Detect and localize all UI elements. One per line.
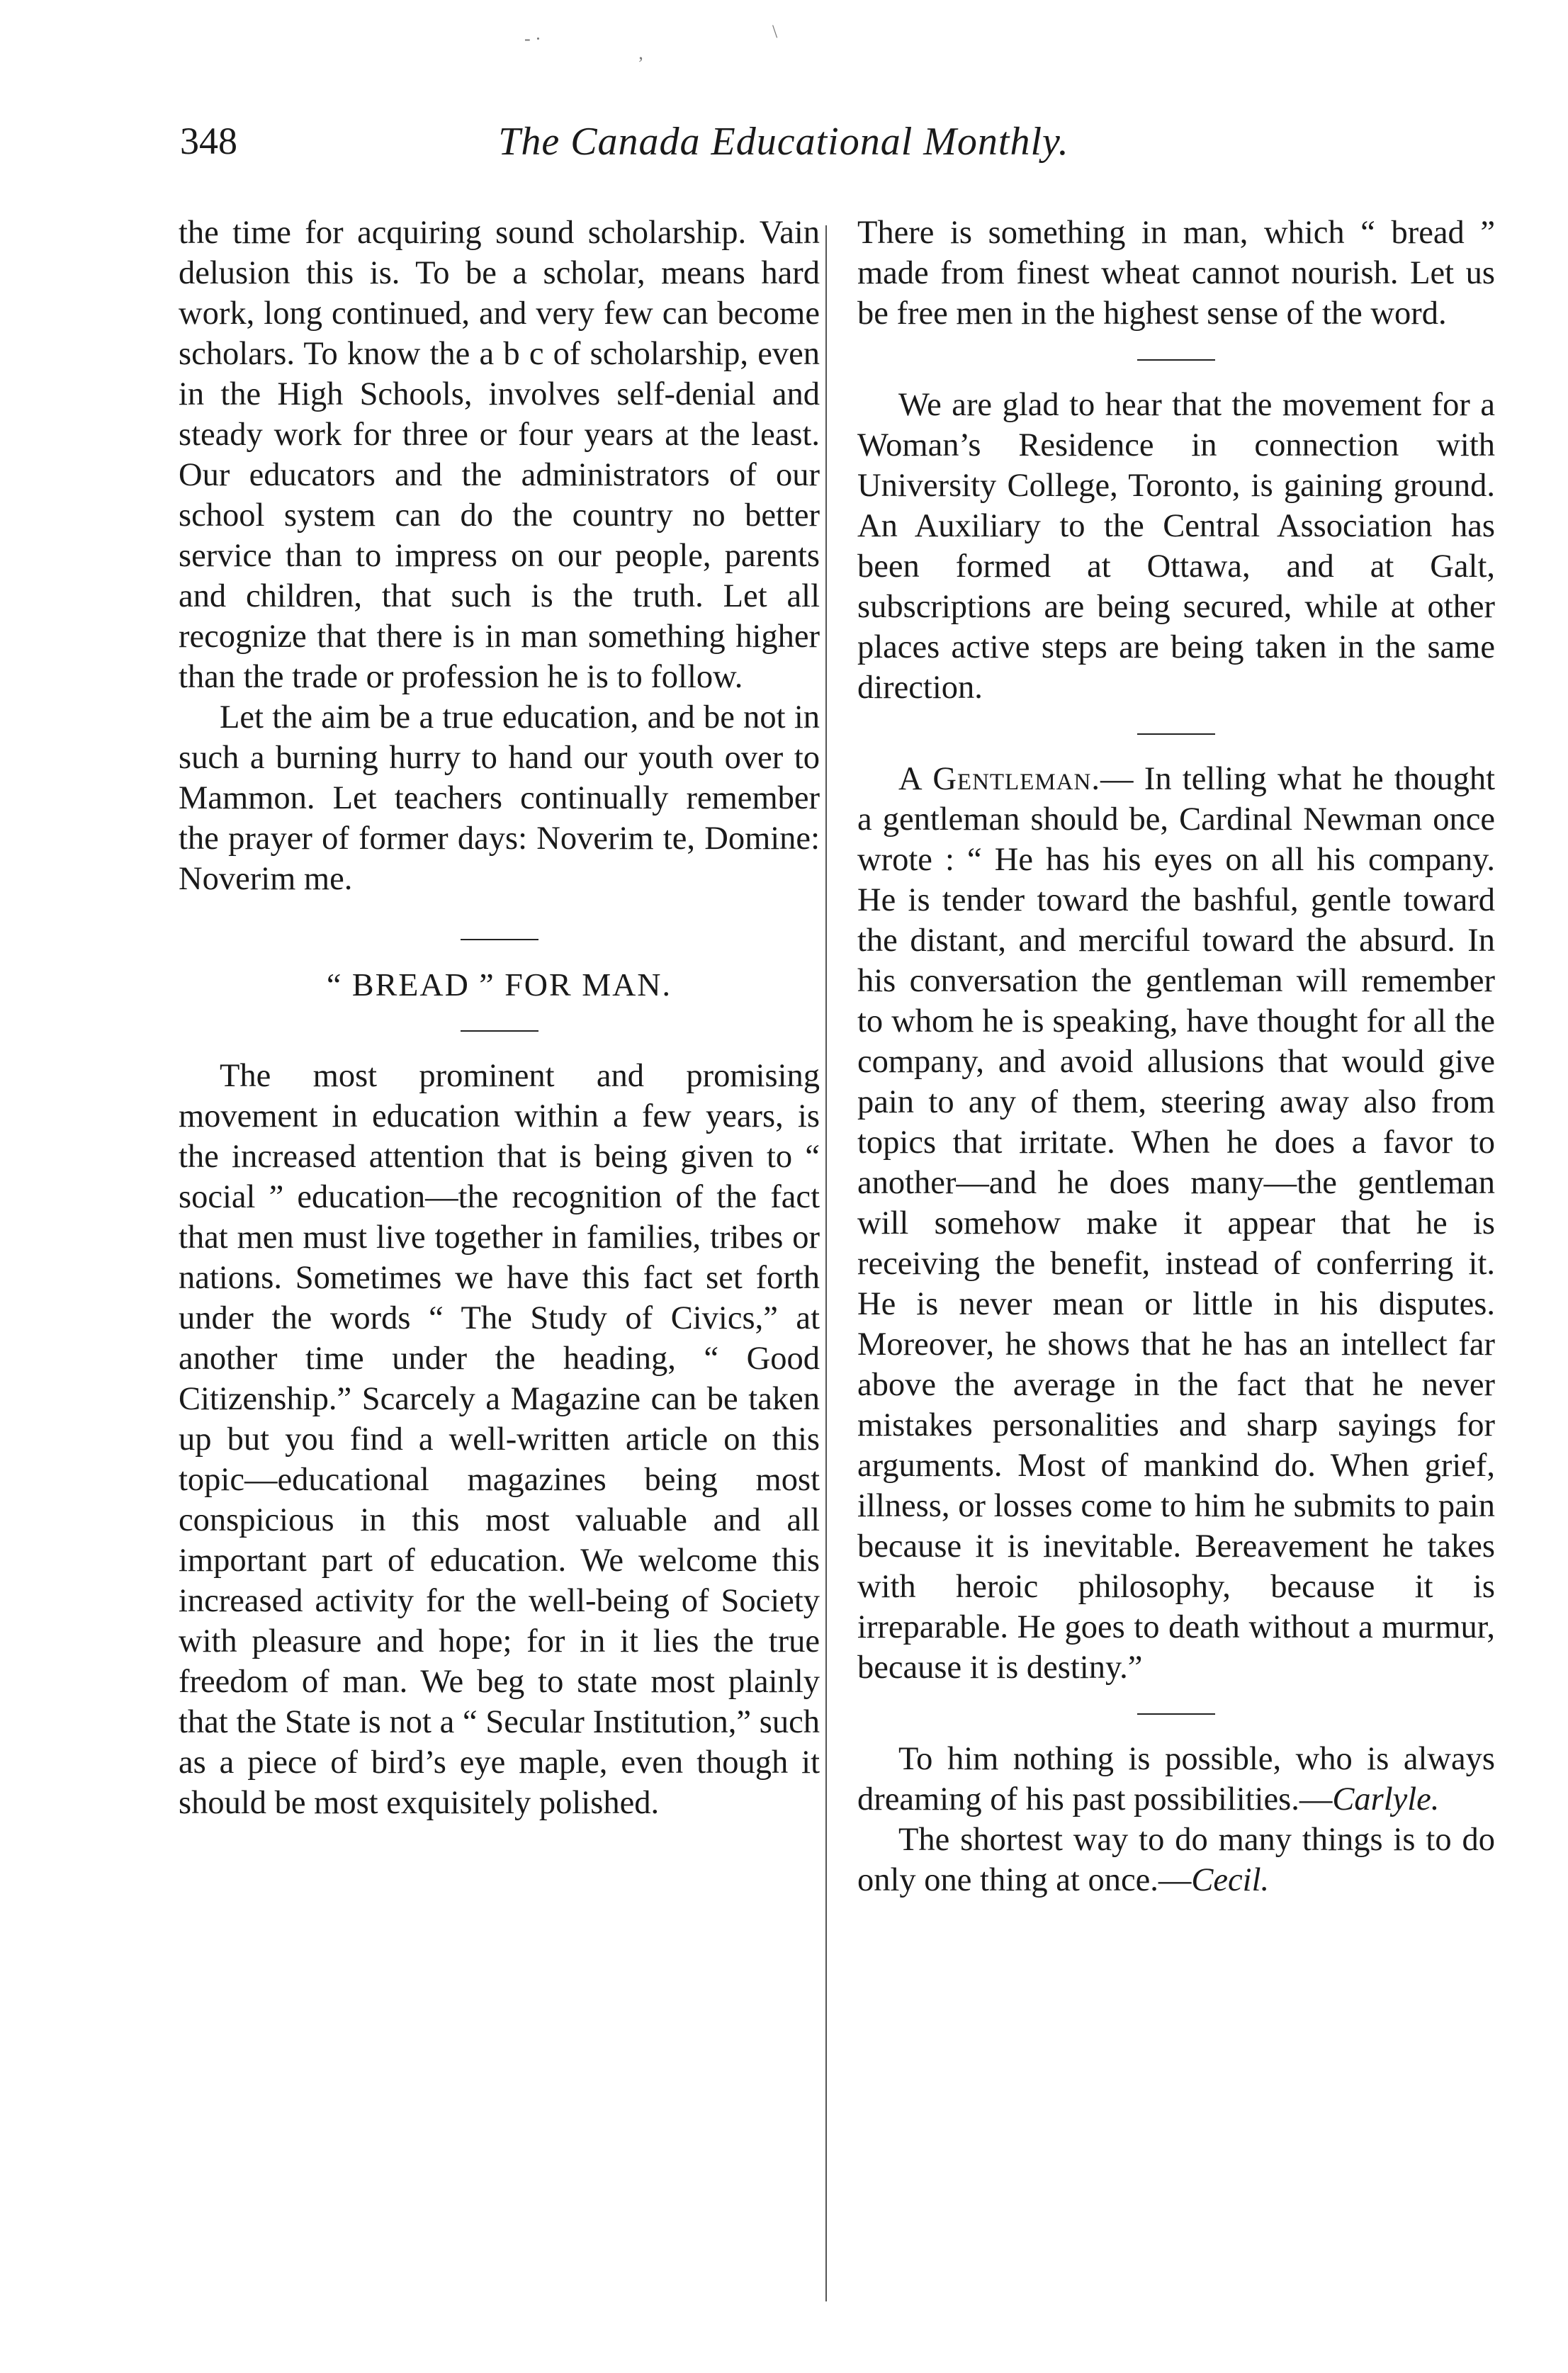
paragraph-lead: A Gentleman. xyxy=(898,761,1101,797)
quote-text: To him nothing is possible, who is always dreaming of his past possibilities.— xyxy=(857,1741,1495,1817)
right-column xyxy=(857,213,1495,1900)
section-heading: “ BREAD ” FOR MAN. xyxy=(326,966,672,1003)
section-rule xyxy=(461,939,538,940)
paragraph xyxy=(857,1820,1495,1900)
running-title: The Canada Educational Monthly. xyxy=(498,120,1069,164)
section-rule xyxy=(1137,733,1215,735)
quote-author: Carlyle. xyxy=(1332,1781,1440,1817)
section-rule xyxy=(461,1030,538,1032)
section-rule xyxy=(1137,359,1215,361)
scan-mark: ‚ xyxy=(638,43,644,63)
paragraph: There is something in man, which “ bread ” made from finest wheat cannot nourish. Let us be free men in the highest sense of the word. xyxy=(857,215,1495,332)
quote-author: Cecil. xyxy=(1191,1862,1270,1898)
section-rule xyxy=(1137,1713,1215,1715)
quote-text: The shortest way to do many things is to do only one thing at once.— xyxy=(857,1822,1495,1898)
left-column xyxy=(179,213,820,1823)
paragraph: Let the aim be a true education, and be not in such a burning hurry to hand our youth over to Mammon. Let teachers continually remember the prayer of former days: Noverim te, Domine: Noverim me. xyxy=(179,699,820,897)
paragraph xyxy=(857,759,1495,1688)
column-divider xyxy=(825,225,827,2301)
page-header xyxy=(167,119,1400,176)
paragraph xyxy=(857,1739,1495,1820)
paragraph: We are glad to hear that the movement for a Woman’s Residence in connection with University College, Toronto, is gaining ground. An Auxiliary to the Central Association has been formed at Ottawa, and at Galt, subscriptions are being secured, while at other places active steps are being taken in the same direction. xyxy=(857,387,1495,706)
scan-mark: \ xyxy=(772,21,778,42)
scan-mark: - · xyxy=(524,28,541,49)
page-number: 348 xyxy=(180,120,237,162)
paragraph-body: — In telling what he thought a gentleman should be, Cardinal Newman once wrote : “ He has his eyes on all his company. He is tender toward the bashful, gentle toward the distant, and merciful toward the absurd. In his conversation the gentleman will remember to whom he is speaking, have thought for all the company, and avoid allusions that would give pain to any of them, steering away also from topics that irritate. When he does a favor to another—and he does many—the gentleman will somehow make it appear that he is receiving the benefit, instead of conferring it. He is never mean or little in his disputes. Moreover, he shows that he has an intellect far above the average in the fact that he never mistakes personalities and sharp sayings for arguments. Most of mankind do. When grief, illness, or losses come to him he submits to pain because it is inevitable. Bereavement he takes with heroic philosophy, because it is irreparable. He goes to death without a murmur, because it is destiny.” xyxy=(857,761,1495,1686)
paragraph: the time for acquiring sound scholarship. Vain delusion this is. To be a scholar, means hard work, long continued, and very few can become scholars. To know the a b c of scholarship, even in the High Schools, involves self-denial and steady work for three or four years at the least. Our educators and the administrators of our school system can do the country no better service than to impress on our people, parents and children, that such is the truth. Let all recognize that there is in man something higher than the trade or profession he is to follow. xyxy=(179,215,820,695)
paragraph: The most prominent and promising movement in education within a few years, is the increased attention that is being given to “ social ” education—the recognition of the fact that men must live together in families, tribes or nations. Sometimes we have this fact set forth under the words “ The Study of Civics,” at another time under the heading, “ Good Citizenship.” Scarcely a Magazine can be taken up but you find a well-written article on this topic—educational magazines being most conspicious in this most valuable and all important part of education. We welcome this increased activity for the well-being of Society with pleasure and hope; for in it lies the true freedom of man. We beg to state most plainly that the State is not a “ Secular Institution,” such as a piece of bird’s eye maple, even though it should be most exquisitely polished. xyxy=(179,1058,820,1821)
